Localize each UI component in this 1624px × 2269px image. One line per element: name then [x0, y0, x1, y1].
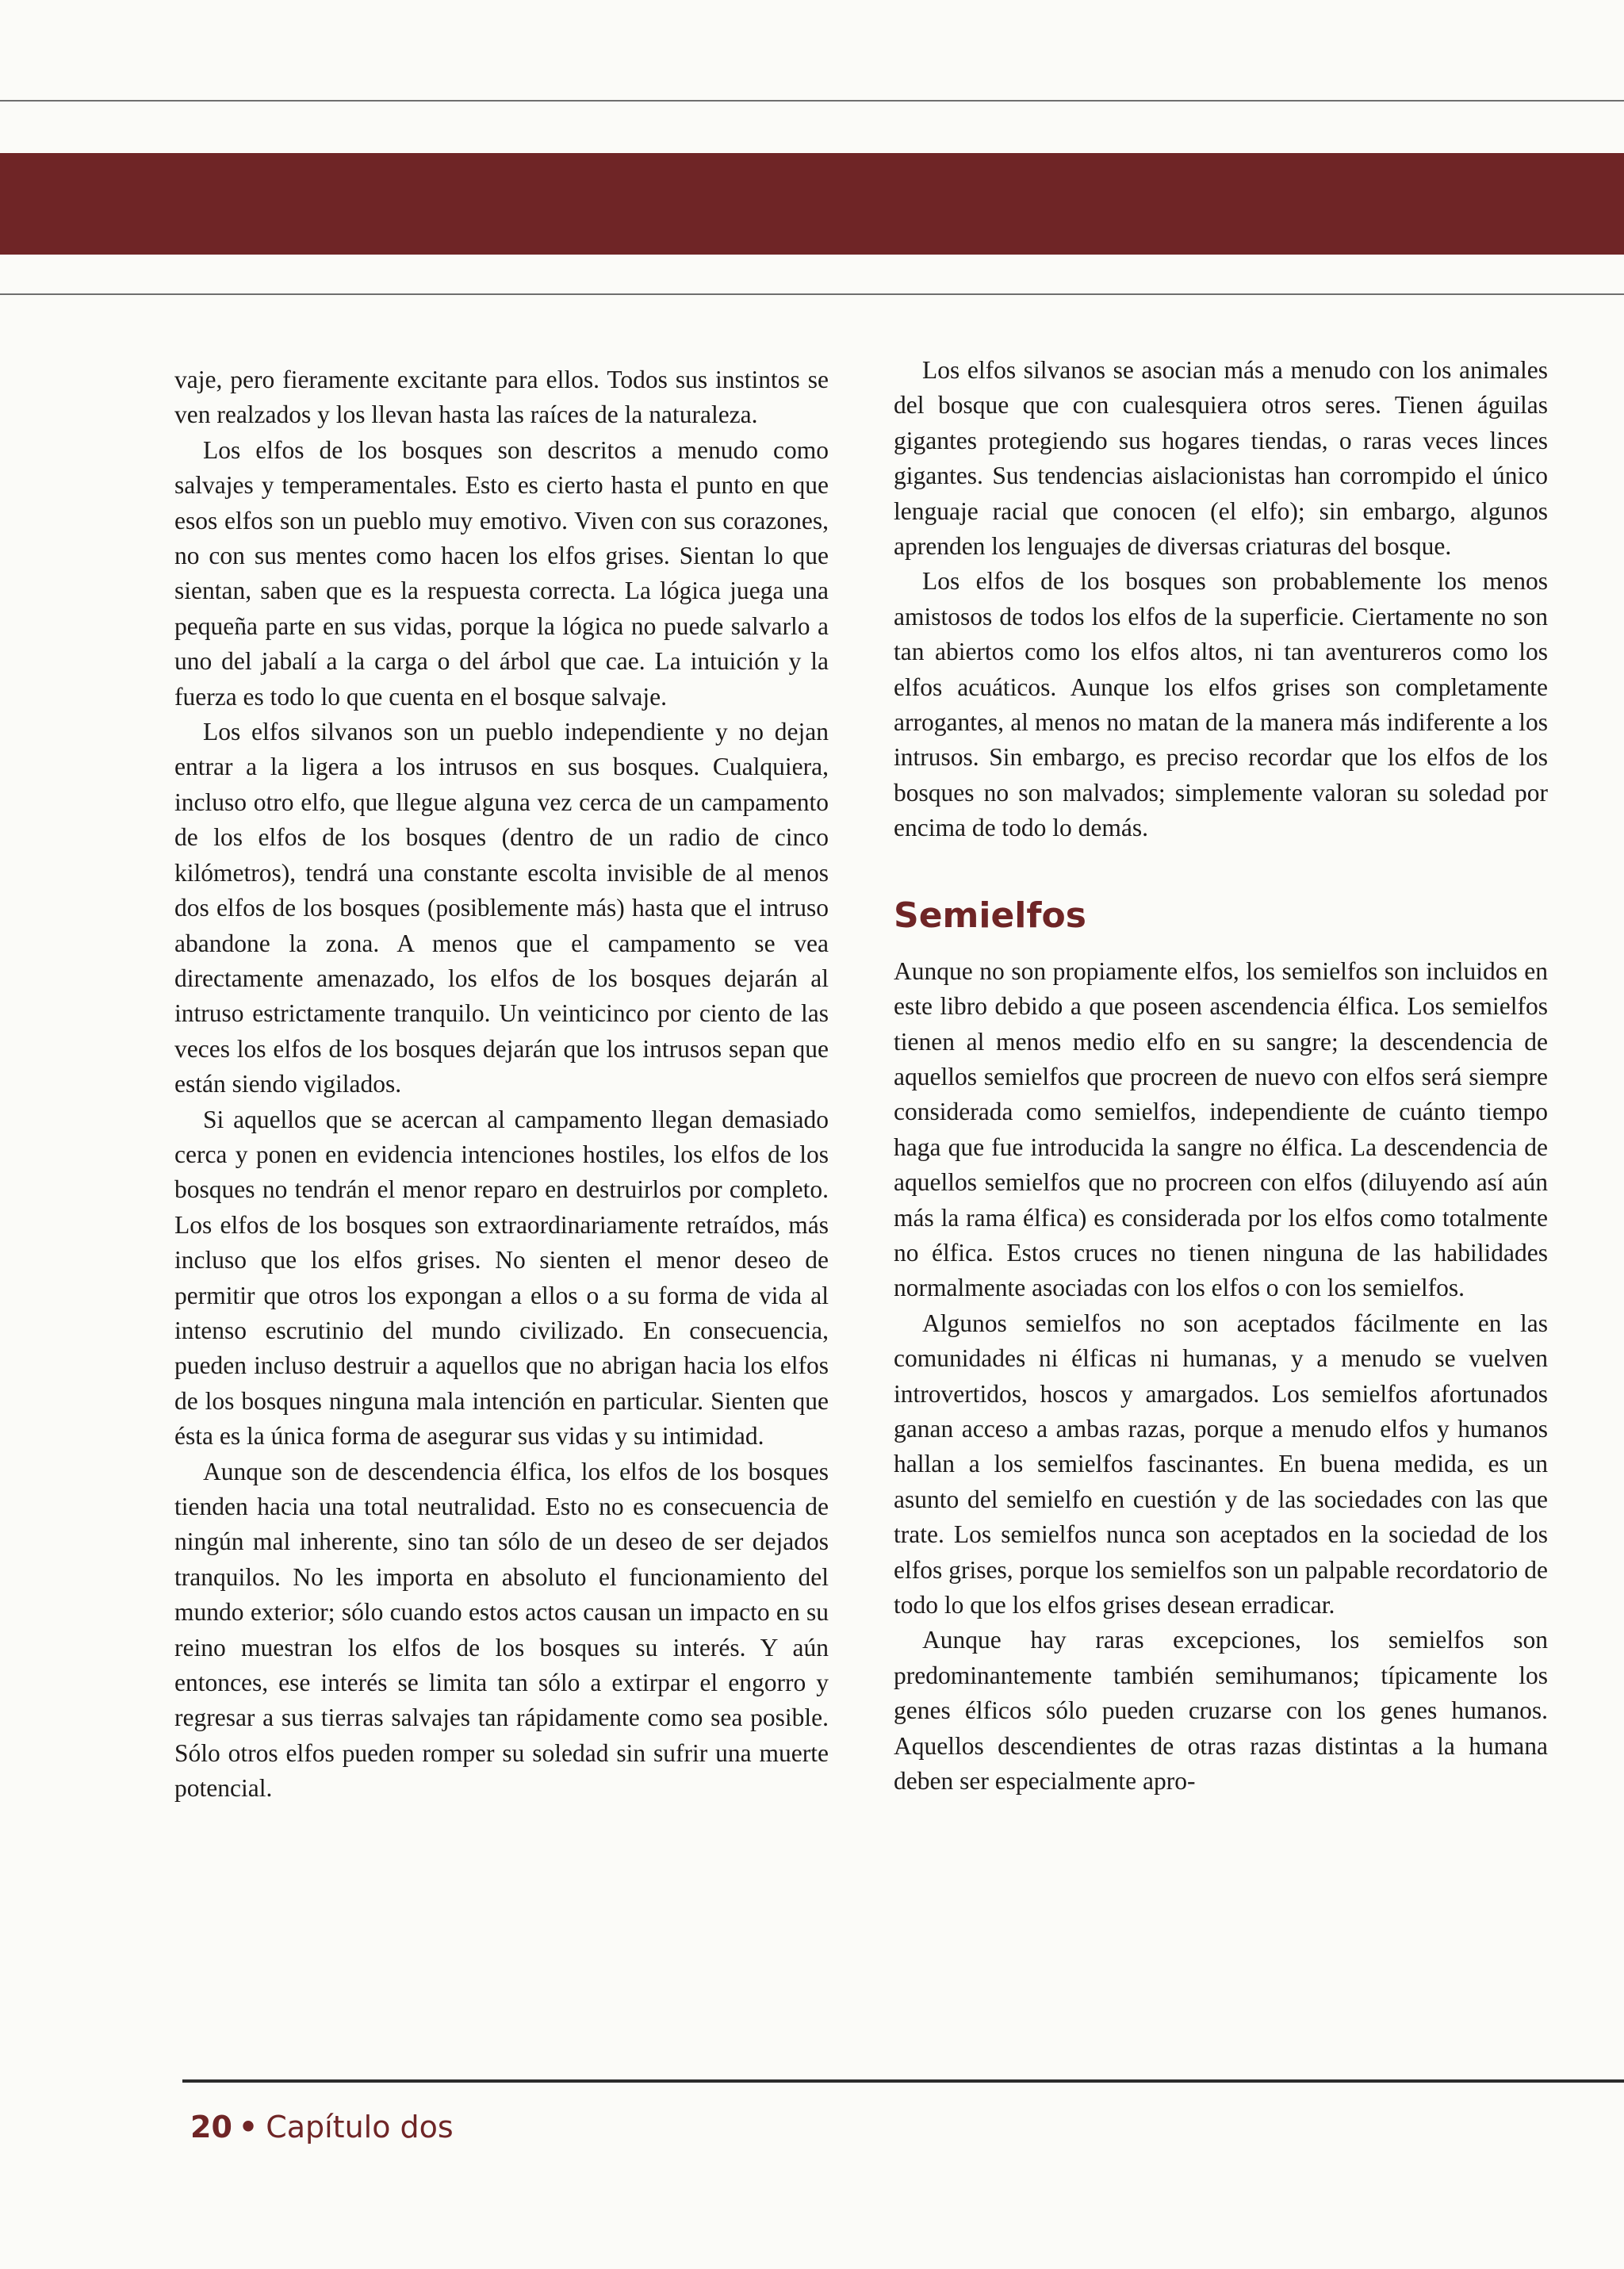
- left-column: [174, 362, 829, 1807]
- chapter-label: Capítulo dos: [266, 2110, 454, 2144]
- footer-separator: •: [238, 2110, 259, 2144]
- paragraph: Los elfos silvanos son un pueblo independiente y no dejan entrar a la ligera a los intrusos en sus bosques. Cualquiera, incluso otro elfo, que llegue alguna vez cerca de un campamento de los elfos de los bosques (dentro de un radio de cinco kilómetros), tendrá una constante escolta invisible de al menos dos elfos de los bosques (posiblemente más) hasta que el intruso abandone la zona. A menos que el campamento se vea directamente amenazado, los elfos de los bosques dejarán al intruso estrictamente tranquilo. Un veinticinco por ciento de las veces los elfos de los bosques dejarán que los intrusos sepan que están siendo vigilados.: [174, 718, 829, 1098]
- section-title: Semielfos: [894, 895, 1086, 936]
- footer-rule: [182, 2079, 1624, 2083]
- top-rule: [0, 100, 1624, 102]
- paragraph: vaje, pero fieramente excitante para ellos. Todos sus instintos se ven realzados y los llevan hasta las raíces de la naturaleza.: [174, 366, 829, 429]
- paragraph: Aunque hay raras excepciones, los semielfos son predominantemente también semihumanos; típicamente los genes élficos sólo pueden cruzarse con los genes humanos. Aquellos descendientes de otras razas distintas a la humana deben ser especialmente apro-: [894, 1626, 1548, 1796]
- paragraph: Algunos semielfos no son aceptados fácilmente en las comunidades ni élficas ni humanas, y a menudo se vuelven introvertidos, hoscos y amargados. Los semielfos afortunados ganan acceso a ambas razas, porque a menudo elfos y humanos hallan a los semielfos fascinantes. En buena medida, es un asunto del semielfo en cuestión y de las sociedades con las que trate. Los semielfos nunca son aceptados en la sociedad de los elfos grises, porque los semielfos son un palpable recordatorio de todo lo que los elfos grises desean erradicar.: [894, 1309, 1548, 1619]
- page-footer: [190, 2110, 454, 2144]
- paragraph: Los elfos de los bosques son probablemente los menos amistosos de todos los elfos de la superficie. Ciertamente no son tan abiertos como los elfos altos, ni tan aventureros como los elfos acuáticos. Aunque los elfos grises son completamente arrogantes, al menos no matan de la manera más indiferente a los intrusos. Sin embargo, es preciso recordar que los elfos de los bosques no son malvados; simplemente valoran su soledad por encima de todo lo demás.: [894, 567, 1548, 842]
- paragraph: Si aquellos que se acercan al campamento llegan demasiado cerca y ponen en evidencia intenciones hostiles, los elfos de los bosques no tendrán el menor reparo en destruirlos por completo. Los elfos de los bosques son extraordinariamente retraídos, más incluso que los elfos grises. No sienten el menor deseo de permitir que otros los expongan a ellos o a su forma de vida al intenso escrutinio del mundo civilizado. En consecuencia, pueden incluso destruir a aquellos que no abrigan hacia los elfos de los bosques ninguna mala intención en particular. Sienten que ésta es la única forma de asegurar sus vidas y su intimidad.: [174, 1105, 829, 1451]
- paragraph: Aunque no son propiamente elfos, los semielfos son incluidos en este libro debido a que poseen ascendencia élfica. Los semielfos tienen al menos medio elfo en su sangre; la descendencia de aquellos semielfos que procreen de nuevo con elfos será siempre considerada como semielfos, independiente de cuánto tiempo haga que fue introducida la sangre no élfica. La descendencia de aquellos semielfos que no procreen con elfos (diluyendo así aún más la rama élfica) es considerada por los elfos como totalmente no élfica. Estos cruces no tienen ninguna de las habilidades normalmente asociadas con los elfos o con los semielfos.: [894, 956, 1548, 1302]
- paragraph: Los elfos silvanos se asocian más a menudo con los animales del bosque que con cualesquiera otros seres. Tienen águilas gigantes protegiendo sus hogares tiendas, o raras veces linces gigantes. Sus tendencias aislacionistas han corrompido el único lenguaje racial que conocen (el elfo); sin embargo, algunos aprenden los lenguajes de diversas criaturas del bosque.: [894, 356, 1548, 561]
- page-number: 20: [190, 2110, 232, 2144]
- banner-underline: [0, 293, 1624, 295]
- header-banner: [0, 153, 1624, 255]
- paragraph: Aunque son de descendencia élfica, los elfos de los bosques tienden hacia una total neutralidad. Esto no es consecuencia de ningún mal inherente, sino tan sólo de un deseo de ser dejados tranquilos. No les importa en absoluto el funcionamiento del mundo exterior; sólo cuando estos actos causan un impacto en su reino muestran los elfos de los bosques su interés. Y aún entonces, ese interés se limita tan sólo a extirpar el engorro y regresar a sus tierras salvajes tan rápidamente como sea posible. Sólo otros elfos pueden romper su soledad sin sufrir una muerte potencial.: [174, 1457, 829, 1803]
- right-column: [894, 353, 1548, 1799]
- paragraph: Los elfos de los bosques son descritos a menudo como salvajes y temperamentales. Esto es cierto hasta el punto en que esos elfos son un pueblo muy emotivo. Viven con sus corazones, no con sus mentes como hacen los elfos grises. Sientan lo que sientan, saben que es la respuesta correcta. La lógica juega una pequeña parte en sus vidas, porque la lógica no puede salvarlo a uno del jabalí a la carga o del árbol que cae. La intuición y la fuerza es todo lo que cuenta en el bosque salvaje.: [174, 435, 829, 711]
